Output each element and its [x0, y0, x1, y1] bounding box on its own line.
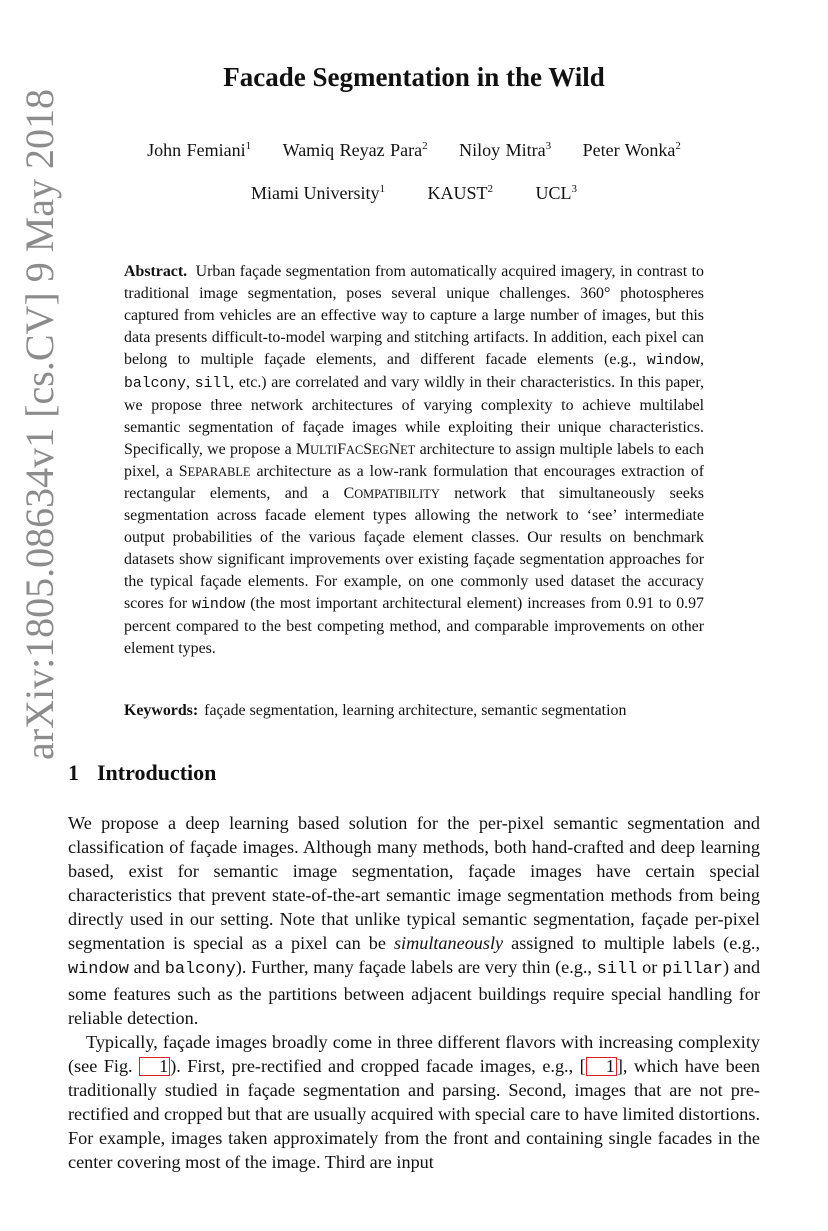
author-name: Peter Wonka$^2$: [582, 140, 681, 160]
network-name-compatibility: COMPATIBILITY: [343, 485, 440, 502]
network-name-separable: SEPARABLE: [178, 463, 251, 480]
keywords: [124, 700, 724, 722]
section-number: 1: [68, 760, 79, 785]
author-name: John Femiani$^1$: [147, 140, 252, 160]
code-term: window: [68, 960, 129, 979]
section-title: Introduction: [97, 760, 217, 785]
network-name-multifacsegnet: MULTIFACSEGNET: [295, 441, 416, 458]
code-term: pillar: [662, 960, 723, 979]
keywords-label: Keywords:: [124, 702, 199, 719]
affiliation: Miami University$^1$: [250, 183, 385, 203]
abstract-label: Abstract.: [124, 263, 188, 280]
code-term: sill: [596, 960, 638, 979]
code-term: sill: [194, 376, 231, 392]
affiliation-list: [0, 183, 828, 204]
arxiv-identifier-stamp: arXiv:1805.08634v1 [cs.CV] 9 May 2018: [17, 88, 62, 760]
introduction-body: [68, 811, 760, 1174]
abstract: Abstract. Urban façade segmentation from automatically acquired imagery, in contrast to traditional image segmentation, poses several unique challenges. 360° photospheres captured from vehicles are an effective way to capture a large number of images, but this data presents difficult-to-model warping and stitching artifacts. In addition, each pixel can belong to multiple façade elements, and different facade elements (e.g., window, balcony, sill, etc.) are correlated and vary wildly in their characteristics. In this paper, we propose three network architectures of varying complexity to achieve multilabel semantic segmentation of façade images while exploiting their unique characteristics. Specifically, we propose a MULTIFACSEGNET architecture to assign multiple labels to each pixel, a SEPARABLE architecture as a low-rank formulation that encourages extraction of rectangular elements, and a COMPATIBILITY network that simultaneously seeks segmentation across facade element types allowing the network to ‘see’ intermediate output probabilities of the various façade element classes. Our results on benchmark datasets show significant improvements over existing façade segmentation approaches for the typical façade elements. For example, on one commonly used dataset the accuracy scores for window (the most important architectural element) increases from 0.91 to 0.97 percent compared to the best competing method, and comparable improvements on other element types.: [124, 263, 705, 657]
affiliation: UCL$^3$: [535, 183, 577, 203]
author-name: Wamiq Reyaz Para$^2$: [282, 140, 428, 160]
emphasis: simultaneously: [393, 933, 504, 953]
keywords-text: façade segmentation, learning architecture, semantic segmentation: [204, 702, 627, 719]
code-term: window: [646, 353, 701, 369]
author-name: Niloy Mitra$^3$: [459, 140, 552, 160]
paragraph: Typically, façade images broadly come in three different flavors with increasing complexity (see Fig. 1 ). First, pre-rectified and cropped facade images, e.g., [ 1 ], which have been traditionally studied in façade segmentation and parsing. Second, images that are not pre-rectified and cropped but that are usually acquired with special care to have limited distortions. For example, images taken approximately from the front and containing single facades in the center covering most of the image. Third are input: [68, 1032, 761, 1172]
section-heading: [68, 760, 216, 786]
code-term: window: [192, 597, 246, 613]
figure-reference-link[interactable]: 1: [139, 1057, 170, 1076]
paper-title: Facade Segmentation in the Wild: [223, 62, 605, 92]
citation-link[interactable]: 1: [586, 1057, 617, 1076]
code-term: balcony: [164, 960, 236, 979]
author-list: [0, 140, 828, 161]
affiliation: KAUST$^2$: [427, 183, 493, 203]
code-term: balcony: [124, 376, 187, 392]
paragraph: We propose a deep learning based solution for the per-pixel semantic segmentation and classification of façade images. Although many methods, both hand-crafted and deep learning based, exist for semantic image segmentation, façade images have certain special characteristics that prevent state-of-the-art semantic image segmentation methods from being directly used in our setting. Note that unlike typical semantic segmentation, façade per-pixel segmentation is special as a pixel can be simultaneously assigned to multiple labels (e.g., window and balcony). Further, many façade labels are very thin (e.g., sill or pillar) and some features such as the partitions between adjacent buildings require special handling for reliable detection.: [68, 813, 761, 1028]
